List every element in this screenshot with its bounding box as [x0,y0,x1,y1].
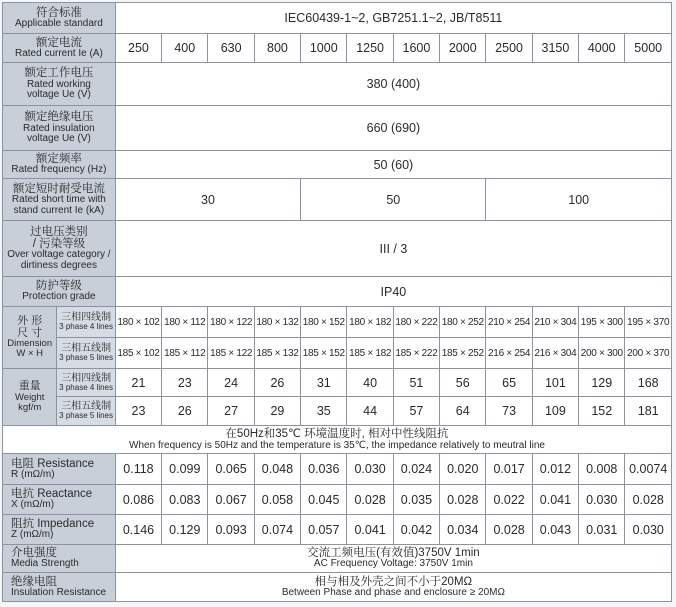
media-strength-label-en: Media Strength [11,558,79,570]
overvoltage-label [3,221,116,277]
dimension-cell: 180 × 222 [393,307,439,338]
rated-current-cell: 1000 [301,34,347,63]
weight-cell: 35 [301,397,347,426]
weight-cell: 44 [347,397,393,426]
insulation-voltage-label [3,106,116,151]
weight-cell: 152 [579,397,625,426]
row-dimension-5 [3,338,672,369]
insulation-voltage-label-en1: Rated insulation [23,122,95,134]
rated-current-cell: 2500 [486,34,532,63]
dimension-cell: 180 × 132 [254,307,300,338]
standard-label-zh: 符合标准 [35,6,82,19]
dimension-cell: 185 × 102 [115,338,161,369]
weight-label-en1: Weight [14,391,45,403]
frequency-label-en: Rated frequency (Hz) [11,164,107,176]
impedance-cell: 0.043 [532,515,578,545]
dimension-label-zh2: 尺 寸 [17,326,43,339]
dimension-cell: 216 × 254 [486,338,532,369]
resistance-cell: 0.0074 [625,454,672,485]
spec-table [2,2,672,602]
dimension-cell: 185 × 252 [440,338,486,369]
working-voltage-value: 380 (400) [115,63,671,106]
impedance-label-zh: 阻抗 Impedance [11,518,95,531]
row-rated-current [3,34,672,63]
resistance-label-en: R (mΩ/m) [11,468,55,480]
working-voltage-label-zh: 额定工作电压 [24,67,94,80]
short-time-value: 30 [115,179,300,221]
standard-label-en: Applicable standard [14,17,103,29]
working-voltage-label-en1: Rated working [26,78,91,90]
impedance-label-en: Z (mΩ/m) [11,529,54,541]
impedance-note [3,426,672,454]
reactance-cell: 0.058 [254,485,300,515]
row-protection [3,277,672,307]
impedance-cell: 0.146 [115,515,161,545]
row-weight-4 [3,369,672,397]
weight-sub-5 [57,397,115,426]
row-dimension-4 [3,307,672,338]
row-working-voltage [3,63,672,106]
short-time-value: 100 [486,179,672,221]
resistance-cell: 0.118 [115,454,161,485]
overvoltage-label-en1: Over voltage category / [7,249,111,261]
resistance-cell: 0.012 [532,454,578,485]
weight-label [3,369,57,426]
reactance-label [3,485,116,515]
frequency-value: 50 (60) [115,151,671,179]
dimension-cell: 185 × 222 [393,338,439,369]
reactance-cell: 0.086 [115,485,161,515]
overvoltage-label-en2: dirtiness degrees [20,259,97,271]
insulation-voltage-value: 660 (690) [115,106,671,151]
media-strength-value-zh: 交流工频电压(有效值)3750V 1min [307,547,480,560]
resistance-cell: 0.024 [393,454,439,485]
rated-current-cell: 250 [115,34,161,63]
reactance-cell: 0.045 [301,485,347,515]
resistance-cell: 0.048 [254,454,300,485]
rated-current-cell: 4000 [579,34,625,63]
dimension-cell: 185 × 182 [347,338,393,369]
row-impedance [3,515,672,545]
weight-cell: 181 [625,397,672,426]
rated-current-cell: 5000 [625,34,672,63]
dimension-label-en1: Dimension [7,338,53,350]
dimension-label-en2: W × H [16,348,44,360]
impedance-note-en: When frequency is 50Hz and the temperature is 35℃, the impedance relatively to meutral line [129,440,545,452]
reactance-cell: 0.028 [440,485,486,515]
impedance-cell: 0.028 [486,515,532,545]
reactance-cell: 0.083 [162,485,208,515]
standard-label [3,3,116,34]
insulation-resistance-label-en: Insulation Resistance [11,586,107,598]
insulation-resistance-label-zh: 绝缘电阻 [11,575,57,588]
frequency-label-zh: 额定频率 [35,153,82,166]
resistance-cell: 0.030 [347,454,393,485]
reactance-label-en: X (mΩ/m) [11,499,55,511]
dimension-label [3,307,57,369]
dimension-sub-5-en: 3 phase 5 lines [59,353,113,362]
short-time-label-zh: 额定短时耐受电流 [12,182,105,195]
impedance-cell: 0.031 [579,515,625,545]
dimension-cell: 210 × 254 [486,307,532,338]
rated-current-label-en: Rated current Ie (A) [14,47,103,59]
standard-value: IEC60439-1~2, GB7251.1~2, JB/T8511 [115,3,671,34]
weight-cell: 21 [115,369,161,397]
weight-sub-4-en: 3 phase 4 lines [59,382,113,392]
weight-cell: 109 [532,397,578,426]
media-strength-label-zh: 介电强度 [11,547,57,560]
weight-cell: 56 [440,369,486,397]
weight-cell: 24 [208,369,254,397]
protection-label [3,277,116,307]
weight-label-en2: kgf/m [18,401,42,413]
weight-cell: 26 [162,397,208,426]
media-strength-value [115,545,671,573]
weight-cell: 26 [254,369,300,397]
insulation-voltage-label-en2: voltage Ue (V) [26,133,91,145]
reactance-cell: 0.028 [347,485,393,515]
dimension-cell: 200 × 370 [625,338,672,369]
weight-cell: 23 [115,397,161,426]
resistance-cell: 0.099 [162,454,208,485]
weight-label-zh: 重量 [18,380,41,393]
overvoltage-value: III / 3 [115,221,671,277]
weight-cell: 129 [579,369,625,397]
rated-current-cell: 2000 [440,34,486,63]
rated-current-cell: 630 [208,34,254,63]
resistance-label [3,454,116,485]
rated-current-cell: 1250 [347,34,393,63]
weight-cell: 73 [486,397,532,426]
resistance-cell: 0.008 [579,454,625,485]
resistance-cell: 0.017 [486,454,532,485]
dimension-cell: 195 × 370 [625,307,672,338]
impedance-cell: 0.034 [440,515,486,545]
weight-cell: 40 [347,369,393,397]
short-time-label-en1: Rated short time with [11,194,106,206]
rated-current-cell: 800 [254,34,300,63]
media-strength-value-en: AC Frequency Voltage: 3750V 1min [313,558,473,570]
dimension-cell: 185 × 112 [162,338,208,369]
row-overvoltage [3,221,672,277]
frequency-label [3,151,116,179]
dimension-cell: 185 × 152 [301,338,347,369]
media-strength-label [3,545,116,573]
row-standard [3,3,672,34]
resistance-cell: 0.036 [301,454,347,485]
impedance-cell: 0.129 [162,515,208,545]
rated-current-label [3,34,116,63]
dimension-cell: 195 × 300 [579,307,625,338]
weight-sub-4-zh: 三相四线制 [61,372,112,384]
protection-label-en: Protection grade [22,291,96,303]
reactance-cell: 0.022 [486,485,532,515]
impedance-cell: 0.074 [254,515,300,545]
weight-sub-4 [57,369,115,397]
impedance-cell: 0.093 [208,515,254,545]
row-media-strength [3,545,672,573]
rated-current-cell: 3150 [532,34,578,63]
row-frequency [3,151,672,179]
weight-cell: 168 [625,369,672,397]
dimension-cell: 180 × 152 [301,307,347,338]
dimension-cell: 180 × 122 [208,307,254,338]
row-insulation-resistance [3,573,672,602]
working-voltage-label-en2: voltage Ue (V) [26,89,91,101]
resistance-cell: 0.065 [208,454,254,485]
dimension-cell: 180 × 112 [162,307,208,338]
reactance-cell: 0.067 [208,485,254,515]
working-voltage-label [3,63,116,106]
rated-current-label-zh: 额定电流 [35,36,82,49]
overvoltage-label-zh1: 过电压类别 [30,225,88,238]
rated-current-cell: 400 [162,34,208,63]
resistance-label-zh: 电阻 Resistance [11,457,95,470]
dimension-cell: 216 × 304 [532,338,578,369]
insulation-resistance-label [3,573,116,602]
weight-cell: 29 [254,397,300,426]
impedance-label [3,515,116,545]
row-reactance [3,485,672,515]
overvoltage-label-zh2: / 污染等级 [32,238,86,250]
dimension-cell: 185 × 122 [208,338,254,369]
dimension-sub-5-zh: 三相五线制 [61,343,112,354]
impedance-cell: 0.041 [347,515,393,545]
weight-sub-5-zh: 三相五线制 [61,401,112,412]
protection-value: IP40 [115,277,671,307]
dimension-sub-5 [57,338,115,369]
dimension-cell: 210 × 304 [532,307,578,338]
impedance-cell: 0.042 [393,515,439,545]
weight-cell: 57 [393,397,439,426]
dimension-sub-4-zh: 三相四线制 [61,312,112,323]
weight-sub-5-en: 3 phase 5 lines [59,411,113,420]
protection-label-zh: 防护等级 [35,280,82,293]
impedance-note-zh: 在50Hz和35℃ 环境温度时, 相对中性线阻抗 [225,427,449,440]
short-time-label-en2: stand current Ie (kA) [13,204,105,216]
reactance-cell: 0.035 [393,485,439,515]
dimension-cell: 180 × 252 [440,307,486,338]
insulation-resistance-value-en: Between Phase and phase and enclosure ≥ 20MΩ [281,586,505,598]
short-time-label [3,179,116,221]
dimension-cell: 180 × 182 [347,307,393,338]
reactance-cell: 0.041 [532,485,578,515]
weight-cell: 23 [162,369,208,397]
row-insulation-voltage [3,106,672,151]
dimension-label-zh1: 外 形 [17,314,43,327]
row-weight-5 [3,397,672,426]
weight-cell: 51 [393,369,439,397]
weight-cell: 65 [486,369,532,397]
impedance-cell: 0.057 [301,515,347,545]
row-impedance-note [3,426,672,454]
insulation-resistance-value-zh: 相与相及外壳之间不小于20MΩ [314,575,473,588]
dimension-cell: 200 × 300 [579,338,625,369]
dimension-cell: 185 × 132 [254,338,300,369]
insulation-voltage-label-zh: 额定绝缘电压 [24,111,94,124]
reactance-cell: 0.028 [625,485,672,515]
weight-cell: 64 [440,397,486,426]
dimension-cell: 180 × 102 [115,307,161,338]
dimension-sub-4-en: 3 phase 4 lines [59,322,113,331]
weight-cell: 101 [532,369,578,397]
row-short-time [3,179,672,221]
weight-cell: 31 [301,369,347,397]
dimension-sub-4 [57,307,115,338]
impedance-cell: 0.030 [625,515,672,545]
insulation-resistance-value [115,573,671,602]
rated-current-cell: 1600 [393,34,439,63]
reactance-cell: 0.030 [579,485,625,515]
row-resistance [3,454,672,485]
short-time-value: 50 [301,179,486,221]
weight-cell: 27 [208,397,254,426]
reactance-label-zh: 电抗 Reactance [11,488,93,501]
resistance-cell: 0.020 [440,454,486,485]
